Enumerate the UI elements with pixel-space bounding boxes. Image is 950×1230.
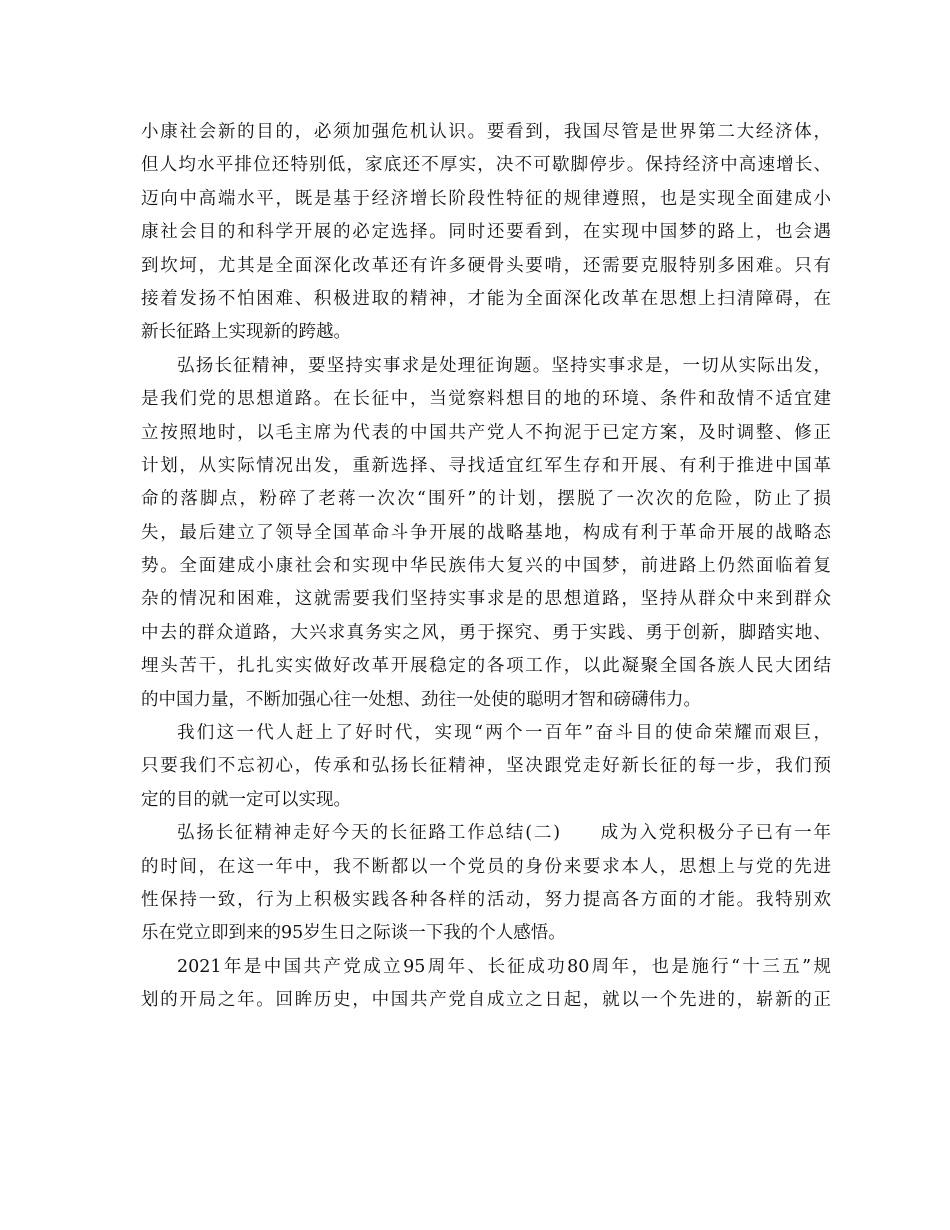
paragraph-first-line: 2021年是中国共产党成立95周年、长征成功80周年，也是施行“十三五”规 <box>177 956 831 977</box>
text-line: 定的目的就一定可以实现。 <box>141 789 351 810</box>
paragraph-first-line: 弘扬长征精神，要坚持实事求是处理征询题。坚持实事求是，一切从实际出发， <box>177 355 831 376</box>
text-line: 命的落脚点，粉碎了老蒋一次次“围歼”的计划，摆脱了一次次的危险，防止了损 <box>141 489 831 510</box>
text-line: 埋头苦干，扎扎实实做好改革开展稳定的各项工作，以此凝聚全国各族人民大团结 <box>141 656 831 677</box>
text-line: 中去的群众道路，大兴求真务实之风，勇于探究、勇于实践、勇于创新，脚踏实地、 <box>141 622 831 643</box>
document-body <box>141 116 831 1018</box>
text-line: 乐在党立即到来的95岁生日之际谈一下我的个人感悟。 <box>141 923 566 944</box>
text-line: 只要我们不忘初心，传承和弘扬长征精神，坚决跟党走好新长征的每一步，我们预 <box>141 756 831 777</box>
text-line: 的时间，在这一年中，我不断都以一个党员的身份来要求本人，思想上与党的先进 <box>141 856 831 877</box>
text-line: 划的开局之年。回眸历史，中国共产党自成立之日起，就以一个先进的，崭新的正 <box>141 990 831 1011</box>
text-line: 迈向中高端水平，既是基于经济增长阶段性特征的规律遵照，也是实现全面建成小 <box>141 188 831 209</box>
text-line: 小康社会新的目的，必须加强危机认识。要看到，我国尽管是世界第二大经济体， <box>141 122 831 142</box>
text-line: 势。全面建成小康社会和实现中华民族伟大复兴的中国梦，前进路上仍然面临着复 <box>141 556 831 577</box>
text-line: 接着发扬不怕困难、积极进取的精神，才能为全面深化改革在思想上扫清障碍，在 <box>141 288 831 309</box>
paragraph-first-line: 弘扬长征精神走好今天的长征路工作总结(二) 成为入党积极分子已有一年 <box>177 823 831 844</box>
text-line: 的中国力量，不断加强心往一处想、劲往一处使的聪明才智和磅礴伟力。 <box>141 689 701 710</box>
paragraph-first-line: 我们这一代人赶上了好时代，实现“两个一百年”奋斗目的使命荣耀而艰巨， <box>177 723 831 744</box>
text-line: 到坎坷，尤其是全面深化改革还有许多硬骨头要啃，还需要克服特别多困难。只有 <box>141 255 831 276</box>
text-line: 康社会目的和科学开展的必定选择。同时还要看到，在实现中国梦的路上，也会遇 <box>141 222 831 243</box>
text-line: 但人均水平排位还特别低，家底还不厚实，决不可歇脚停步。保持经济中高速增长、 <box>141 155 831 176</box>
text-line: 立按照地时，以毛主席为代表的中国共产党人不拘泥于已定方案，及时调整、修正 <box>141 422 831 443</box>
text-line: 计划，从实际情况出发，重新选择、寻找适宜红军生存和开展、有利于推进中国革 <box>141 455 831 476</box>
text-line: 是我们党的思想道路。在长征中，当觉察料想目的地的环境、条件和敌情不适宜建 <box>141 389 831 410</box>
text-line: 失，最后建立了领导全国革命斗争开展的战略基地，构成有利于革命开展的战略态 <box>141 522 831 543</box>
text-line: 新长征路上实现新的跨越。 <box>141 322 351 343</box>
text-line: 性保持一致，行为上积极实践各种各样的活动，努力提高各方面的才能。我特别欢 <box>141 889 831 910</box>
text-line: 杂的情况和困难，这就需要我们坚持实事求是的思想道路，坚持从群众中来到群众 <box>141 589 831 610</box>
